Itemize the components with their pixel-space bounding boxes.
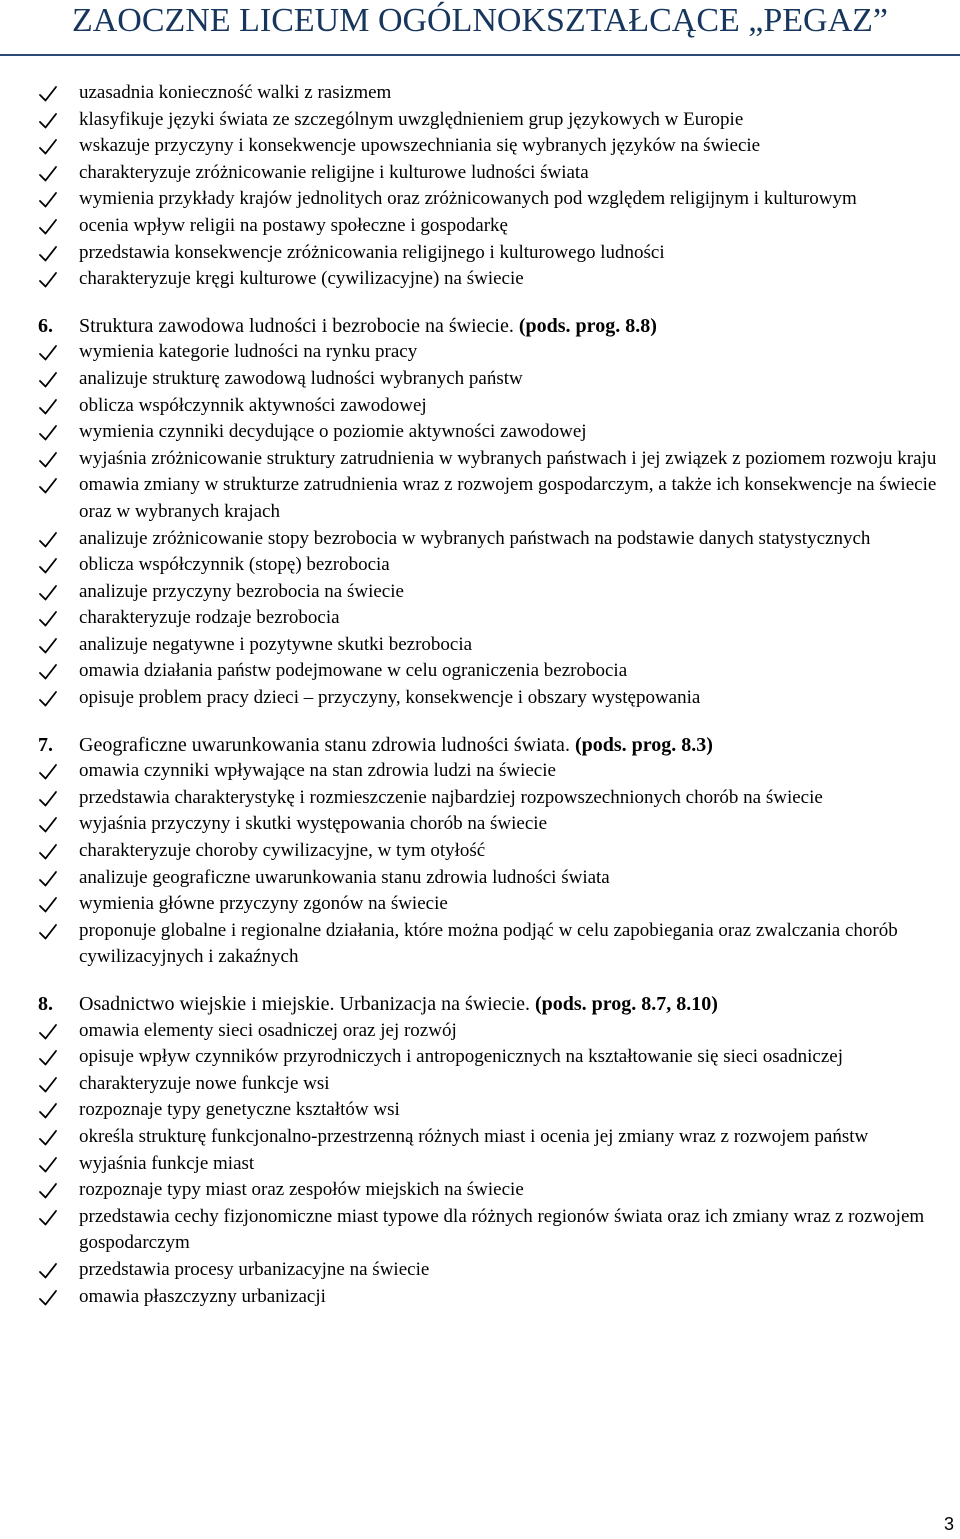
list-item-text: ocenia wpływ religii na postawy społeczne i gospodarkę (79, 214, 508, 236)
list-item (38, 526, 943, 553)
list-item-text: rozpoznaje typy genetyczne kształtów wsi (79, 1099, 400, 1121)
list-item-text: wskazuje przyczyny i konsekwencje upowszechniania się wybranych języków na świecie (79, 135, 761, 157)
list-item (38, 419, 943, 446)
list-item (38, 393, 943, 420)
list-item-text: omawia płaszczyzny urbanizacji (79, 1285, 326, 1307)
list-item-text: analizuje geograficzne uwarunkowania stanu zdrowia ludności świata (79, 866, 610, 888)
checkmark-icon (38, 1097, 62, 1127)
list-item-text: charakteryzuje zróżnicowanie religijne i kulturowe ludności świata (79, 161, 589, 183)
list-item-text: wymienia czynniki decydujące o poziomie aktywności zawodowej (79, 421, 587, 443)
checkmark-icon (38, 186, 62, 216)
list-item-text: wyjaśnia zróżnicowanie struktury zatrudnienia w wybranych państwach i jej związek z poziomem rozwoju kraju (79, 447, 937, 469)
list-item (38, 1257, 943, 1284)
section-list (38, 1018, 943, 1311)
section-heading (38, 991, 943, 1018)
section-list (38, 339, 943, 711)
list-item-text: proponuje globalne i regionalne działania, które można podjąć w celu zapobiegania oraz zwalczania chorób cywilizacyjnych i zakaźnych (79, 919, 898, 968)
section-number: 8. (38, 993, 53, 1015)
section-number: 7. (38, 733, 53, 756)
list-item-text: opisuje problem pracy dzieci – przyczyny, konsekwencje i obszary występowania (79, 687, 701, 709)
list-item (38, 1204, 943, 1257)
list-item-text: opisuje wpływ czynników przyrodniczych i antropogenicznych na kształtowanie się sieci osadniczej (79, 1046, 843, 1068)
list-item (38, 1177, 943, 1204)
list-item (38, 811, 943, 838)
checkmark-icon (38, 133, 62, 163)
list-item (38, 865, 943, 892)
checkmark-icon (38, 393, 62, 423)
list-item (38, 366, 943, 393)
list-item (38, 685, 943, 712)
checkmark-icon (38, 160, 62, 190)
list-item (38, 446, 943, 473)
list-item (38, 918, 943, 971)
list-item-text: analizuje negatywne i pozytywne skutki bezrobocia (79, 633, 473, 655)
checkmark-icon (38, 339, 62, 369)
list-item (38, 160, 943, 187)
list-item (38, 339, 943, 366)
checkmark-icon (38, 685, 62, 715)
checkmark-icon (38, 1284, 62, 1314)
checkmark-icon (38, 1018, 62, 1048)
list-item (38, 186, 943, 213)
checkmark-icon (38, 1204, 62, 1234)
section-list (38, 758, 943, 971)
section-title: Struktura zawodowa ludności i bezrobocie na świecie. (79, 314, 519, 337)
list-item (38, 1018, 943, 1045)
list-item-text: rozpoznaje typy miast oraz zespołów miejskich na świecie (79, 1179, 524, 1201)
list-item (38, 1044, 943, 1071)
list-item (38, 838, 943, 865)
checkmark-icon (38, 579, 62, 609)
list-item-text: omawia działania państw podejmowane w celu ograniczenia bezrobocia (79, 660, 628, 682)
list-item (38, 1124, 943, 1151)
list-item (38, 1071, 943, 1098)
checkmark-icon (38, 240, 62, 270)
section-number: 6. (38, 314, 53, 337)
checkmark-icon (38, 446, 62, 476)
document-body (38, 80, 943, 1310)
checkmark-icon (38, 366, 62, 396)
list-item-text: przedstawia charakterystykę i rozmieszczenie najbardziej rozpowszechnionych chorób na świecie (79, 786, 823, 808)
list-item (38, 133, 943, 160)
checkmark-icon (38, 838, 62, 868)
checkmark-icon (38, 266, 62, 296)
list-item (38, 266, 943, 293)
section-heading (38, 313, 943, 340)
list-item-text: charakteryzuje nowe funkcje wsi (79, 1072, 330, 1094)
checkmark-icon (38, 419, 62, 449)
list-item (38, 579, 943, 606)
checkmark-icon (38, 1257, 62, 1287)
list-item-text: przedstawia konsekwencje zróżnicowania religijnego i kulturowego ludności (79, 241, 665, 263)
page-number: 3 (943, 1514, 954, 1534)
list-item (38, 213, 943, 240)
list-item-text: analizuje zróżnicowanie stopy bezrobocia w wybranych państwach na podstawie danych statystycznych (79, 527, 871, 549)
checkmark-icon (38, 605, 62, 635)
list-item-text: przedstawia cechy fizjonomiczne miast typowe dla różnych regionów świata oraz ich zmiany wraz z rozwojem gospodarczym (79, 1205, 925, 1254)
checkmark-icon (38, 1177, 62, 1207)
list-item (38, 658, 943, 685)
checkmark-icon (38, 785, 62, 815)
list-item (38, 552, 943, 579)
list-item-text: wyjaśnia funkcje miast (79, 1152, 255, 1174)
section-title: Geograficzne uwarunkowania stanu zdrowia ludności świata. (79, 733, 575, 756)
curriculum-reference: (pods. prog. 8.3) (574, 733, 713, 756)
checkmark-icon (38, 526, 62, 556)
list-item-text: charakteryzuje choroby cywilizacyjne, w tym otyłość (79, 840, 486, 862)
intro-list (38, 80, 943, 293)
checkmark-icon (38, 1151, 62, 1181)
curriculum-reference: (pods. prog. 8.8) (518, 314, 657, 337)
list-item (38, 1151, 943, 1178)
curriculum-reference: (pods. prog. 8.7, 8.10) (534, 993, 718, 1015)
checkmark-icon (38, 632, 62, 662)
list-item (38, 632, 943, 659)
list-item (38, 785, 943, 812)
school-name: ZAOCZNE LICEUM OGÓLNOKSZTAŁCĄCE „PEGAZ” (71, 2, 889, 39)
checkmark-icon (38, 107, 62, 137)
checkmark-icon (38, 758, 62, 788)
list-item-text: charakteryzuje kręgi kulturowe (cywilizacyjne) na świecie (79, 268, 524, 290)
list-item-text: przedstawia procesy urbanizacyjne na świecie (79, 1258, 430, 1280)
list-item (38, 80, 943, 107)
checkmark-icon (38, 1124, 62, 1154)
page-header (0, 0, 960, 56)
checkmark-icon (38, 891, 62, 921)
section-heading (38, 732, 943, 759)
list-item (38, 758, 943, 785)
checkmark-icon (38, 811, 62, 841)
list-item-text: omawia zmiany w strukturze zatrudnienia wraz z rozwojem gospodarczym, a także ich konsekwencje na świecie oraz w wybranych krajach (79, 474, 937, 522)
list-item-text: charakteryzuje rodzaje bezrobocia (79, 607, 340, 629)
list-item (38, 107, 943, 134)
checkmark-icon (38, 658, 62, 688)
section-title: Osadnictwo wiejskie i miejskie. Urbanizacja na świecie. (79, 993, 535, 1015)
checkmark-icon (38, 918, 62, 948)
checkmark-icon (38, 80, 62, 110)
list-item-text: wyjaśnia przyczyny i skutki występowania chorób na świecie (79, 813, 548, 835)
list-item-text: analizuje strukturę zawodową ludności wybranych państw (79, 367, 523, 389)
list-item-text: klasyfikuje języki świata ze szczególnym uwzględnieniem grup językowych w Europie (79, 108, 744, 130)
list-item-text: określa strukturę funkcjonalno-przestrzenną różnych miast i ocenia jej zmiany wraz z rozwojem państw (79, 1125, 869, 1147)
list-item (38, 605, 943, 632)
checkmark-icon (38, 472, 62, 502)
list-item (38, 1097, 943, 1124)
checkmark-icon (38, 1071, 62, 1101)
checkmark-icon (38, 552, 62, 582)
list-item-text: omawia elementy sieci osadniczej oraz jej rozwój (79, 1019, 457, 1041)
list-item-text: wymienia przykłady krajów jednolitych oraz zróżnicowanych pod względem religijnym i kulturowym (79, 188, 857, 210)
list-item-text: uzasadnia konieczność walki z rasizmem (79, 82, 392, 103)
checkmark-icon (38, 1044, 62, 1074)
list-item (38, 1284, 943, 1311)
checkmark-icon (38, 213, 62, 243)
list-item-text: omawia czynniki wpływające na stan zdrowia ludzi na świecie (79, 760, 556, 782)
list-item (38, 891, 943, 918)
sections (38, 313, 943, 1310)
list-item (38, 472, 943, 525)
list-item-text: wymienia kategorie ludności na rynku pracy (79, 341, 418, 363)
list-item-text: wymienia główne przyczyny zgonów na świecie (79, 893, 448, 915)
list-item-text: oblicza współczynnik aktywności zawodowej (79, 394, 427, 416)
list-item-text: oblicza współczynnik (stopę) bezrobocia (79, 554, 390, 576)
list-item (38, 240, 943, 267)
list-item-text: analizuje przyczyny bezrobocia na świecie (79, 580, 404, 602)
checkmark-icon (38, 865, 62, 895)
